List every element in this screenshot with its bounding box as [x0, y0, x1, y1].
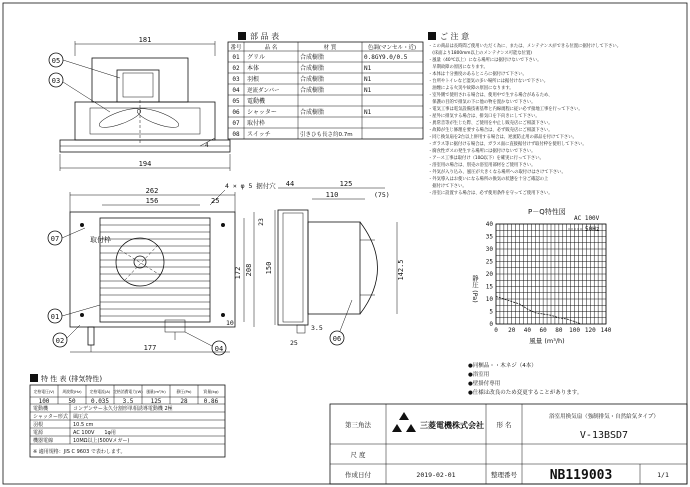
- page-number: 1/1: [657, 471, 669, 479]
- note-line: 油煙による火災や故障の原因になります。: [428, 86, 514, 91]
- note-line: ・台所やトイレなど湿気の多い場所には据付けないで下さい。: [428, 79, 549, 84]
- bullet-item: ●浴室用: [468, 372, 490, 378]
- spec-table-title: 特 性 表 (排気特性): [41, 375, 103, 383]
- svg-text:合成樹脂: 合成樹脂: [300, 87, 325, 94]
- note-line: ・故障が生じ修理を要する場合は、必ず販売店にご相談下さい。: [428, 128, 553, 133]
- note-line: ・外気導入はお使いになる場所の換気の状態を十分ご確認の上: [428, 177, 549, 182]
- chart-xtick-label: 60: [539, 327, 547, 334]
- callout-06-label: 06: [332, 335, 342, 343]
- spec-row-label: 機器電線: [33, 438, 54, 444]
- note-line: ・浴室用の場合は、別売の浴室用部材をご使用下さい。: [428, 163, 536, 168]
- svg-text:08: 08: [232, 131, 240, 138]
- svg-text:合成樹脂: 合成樹脂: [300, 76, 325, 83]
- svg-text:本体: 本体: [247, 65, 260, 72]
- spec-header: 質量(kg): [203, 389, 219, 394]
- chart-xlabel: 風量 (m³/h): [529, 337, 565, 345]
- dim-front-h2: 208: [245, 263, 253, 277]
- parts-table-title: 部 品 表: [250, 32, 280, 41]
- chart-title: P－Q特性図: [528, 208, 566, 216]
- chart-ytick-label: 0: [489, 321, 493, 328]
- table-row: [232, 119, 265, 127]
- spec-value: 50: [68, 398, 76, 405]
- dim-front-width: 262: [145, 187, 159, 195]
- dim-front-bottom: 177: [143, 344, 157, 352]
- spec-row-label: 羽根: [33, 422, 44, 428]
- parts-header-material: 材 質: [323, 45, 337, 51]
- svg-text:02: 02: [232, 65, 240, 72]
- note-line: ・同じ換気扇を2台以上併用する場合は、逆流防止用の部品を付けて下さい。: [428, 135, 577, 140]
- chart-xtick-label: 100: [569, 327, 580, 334]
- spec-row-value: 風圧式: [73, 414, 89, 420]
- spec-footer: ※ 適用規格：JIS C 9603 で表わします。: [33, 449, 126, 455]
- table-row: [232, 86, 371, 94]
- chart-ytick-label: 15: [485, 283, 493, 291]
- chart-grid: [496, 224, 606, 324]
- note-line: ・この商品は長時間ご使用いただく為に、または、メンテナンスができる位置に据付けして下さい。: [428, 44, 622, 49]
- note-line: ・室外側で使用される場合は、使用中で生する場合があるため、: [428, 93, 553, 98]
- product-name-label: 形 名: [496, 421, 512, 429]
- dim-side-125: 125: [339, 180, 353, 188]
- bullet-item: ●仕様は改良のため変更することがあります。: [468, 390, 583, 396]
- notes-section: [428, 31, 621, 196]
- table-row: [232, 75, 371, 83]
- note-line: ・アース工事は取付け（10Ω以下）を確実に行って下さい。: [428, 156, 544, 161]
- callout-05-label: 05: [51, 57, 61, 65]
- chart-ytick-label: 20: [485, 271, 493, 278]
- chart-ytick-label: 5: [489, 308, 493, 316]
- spec-header: 周波数(Hz): [62, 389, 82, 394]
- dim-front-right-small: 10: [226, 319, 234, 327]
- spec-row-value: 10.5 cm: [73, 422, 94, 428]
- svg-text:羽根: 羽根: [247, 76, 260, 83]
- note-line: ・屋外に排気する場合は、排気口を下向きにして下さい。: [428, 114, 540, 119]
- spec-value: 3.5: [122, 398, 134, 405]
- note-line: 保護の目的で排気の下に他の物を置かないで下さい。: [428, 100, 536, 105]
- note-line: (床面より1800mm以上のメンテナンス可能な位置): [428, 51, 532, 56]
- side-view: [257, 180, 405, 347]
- table-row: [232, 108, 371, 116]
- note-line: ・異常音等が生じた際、ご使用を中止し販売店にご相談下さい。: [428, 121, 553, 126]
- dim-top-small: 4: [205, 142, 209, 149]
- svg-text:シャッター: シャッター: [247, 109, 277, 116]
- dim-side-44: 44: [285, 180, 295, 188]
- chart-ytick-label: 10: [485, 296, 493, 303]
- bullet-item: ●壁掛付専用: [468, 381, 501, 387]
- dim-top-width: 181: [138, 36, 152, 44]
- svg-text:N1: N1: [364, 76, 372, 83]
- callout-03-label: 03: [51, 77, 61, 85]
- callout-01-label: 01: [50, 313, 60, 321]
- projection-label: 第三角法: [345, 421, 371, 429]
- parts-header-name: 品 名: [264, 45, 278, 51]
- front-view: [48, 181, 276, 355]
- svg-text:スイッチ: スイッチ: [247, 131, 271, 138]
- doc-no-label: 整理番号: [491, 471, 517, 479]
- spec-value: 0.86: [203, 398, 219, 405]
- spec-row-value: AC 100V 1φ用: [73, 430, 116, 436]
- info-bullets: [468, 361, 582, 396]
- svg-text:取付枠: 取付枠: [247, 120, 266, 127]
- chart-ytick-label: 25: [485, 258, 493, 266]
- note-line: 据付けて下さい。: [428, 184, 467, 189]
- chart-legend-voltage: AC 100V: [574, 215, 600, 222]
- dim-side-142: 142.5: [397, 259, 405, 281]
- spec-value: 28: [180, 398, 188, 405]
- dim-side-35: 3.5: [311, 324, 323, 332]
- note-line: ・腐食性ガスの発生する場所には据付けないで下さい。: [428, 149, 536, 154]
- notes-list: [428, 42, 621, 196]
- chart-xtick-label: 80: [555, 327, 563, 334]
- dim-front-hole: 4 × φ 5 据付穴: [225, 182, 276, 190]
- svg-text:N1: N1: [364, 65, 372, 72]
- table-row: [232, 97, 266, 105]
- spec-header: 定格消費電力(W): [113, 389, 143, 394]
- svg-text:0.8GY9.0/0.5: 0.8GY9.0/0.5: [364, 54, 408, 61]
- chart-series-50hz: [496, 297, 581, 325]
- note-line: 早期故障の原因になります。: [428, 65, 488, 70]
- note-line: ・浴室に設置する場合は、必ず使用条件を守ってご使用下さい。: [428, 191, 553, 196]
- spec-row-value: コンデンサー永久分割形単相誘導電動機 2極: [73, 406, 173, 412]
- chart-xtick-label: 120: [584, 327, 596, 334]
- callout-04-label: 04: [214, 345, 224, 353]
- svg-text:合成樹脂: 合成樹脂: [300, 109, 325, 116]
- pq-chart: [471, 207, 612, 345]
- spec-row-label: 電源: [33, 430, 44, 436]
- chart-xtick-label: 20: [508, 327, 516, 334]
- svg-text:01: 01: [232, 54, 240, 61]
- company-logo-icon: [392, 412, 416, 432]
- dim-side-110: 110: [325, 191, 339, 199]
- note-line: ・風量（40℃以上）になる場所には据付けないで下さい。: [428, 58, 542, 63]
- parts-table: [228, 31, 423, 139]
- chart-xtick-label: 40: [523, 327, 532, 334]
- chart-yticks: [486, 221, 494, 328]
- dim-front-left: 25: [211, 197, 220, 205]
- doc-number: NB119003: [549, 468, 613, 483]
- product-description: 浴室用換気扇（強制排気・自然給気タイプ）: [549, 414, 659, 420]
- dim-side-25: 25: [290, 339, 298, 347]
- svg-text:グリル: グリル: [247, 54, 266, 61]
- spec-header: 風量(m³/h): [146, 389, 166, 394]
- chart-ylabel: 静圧 (Pa): [471, 275, 479, 303]
- spec-value: 125: [150, 398, 162, 405]
- chart-xtick-label: 0: [494, 327, 498, 334]
- grille-slats: [100, 225, 210, 316]
- model-number: V-13BSD7: [579, 430, 629, 441]
- chart-ytick-label: 30: [485, 246, 493, 253]
- notes-title: ご 注 意: [440, 32, 470, 41]
- title-block: [330, 404, 687, 484]
- date-value: 2019-02-01: [416, 471, 456, 479]
- svg-text:N1: N1: [364, 87, 372, 94]
- spec-value: 0.035: [90, 398, 110, 405]
- svg-text:04: 04: [232, 87, 240, 94]
- dim-top-bottom-width: 194: [138, 160, 152, 168]
- svg-text:06: 06: [232, 109, 240, 116]
- svg-text:逆流ダンパー: 逆流ダンパー: [247, 88, 280, 94]
- top-view: [49, 36, 230, 171]
- dim-front-inner: 156: [145, 197, 159, 205]
- svg-text:合成樹脂: 合成樹脂: [300, 54, 325, 61]
- spec-table: [30, 374, 225, 457]
- chart-xticks: [494, 327, 612, 334]
- svg-text:05: 05: [232, 98, 240, 105]
- table-row: [232, 130, 352, 138]
- callout-07-label: 07: [50, 235, 60, 243]
- note-line: ・電気工事は電気設備技術基準と内線規程に従い必ず接地工事を行って下さい。: [428, 107, 583, 112]
- svg-text:引きひも長さ約0.7m: 引きひも長さ約0.7m: [300, 132, 353, 138]
- table-row: [232, 64, 371, 72]
- spec-row-label: 電動機: [33, 406, 49, 412]
- chart-ytick-label: 40: [485, 221, 493, 228]
- dim-side-150: 150: [265, 261, 273, 275]
- parts-header-no: 番号: [230, 45, 242, 51]
- chart-xtick-label: 140: [600, 327, 612, 334]
- svg-text:07: 07: [232, 120, 240, 127]
- chart-ytick-label: 35: [485, 233, 493, 241]
- company-name: 三菱電機株式会社: [420, 421, 484, 430]
- callout-02-label: 02: [55, 337, 65, 345]
- svg-text:N1: N1: [364, 109, 372, 116]
- dim-front-h1: 172: [234, 266, 242, 280]
- spec-header: 静圧(Pa): [176, 389, 192, 394]
- svg-text:03: 03: [232, 76, 240, 83]
- spec-row-label: シャッター形式: [33, 414, 68, 420]
- note-line: ・ガラス等に据付ける場合は、ガラス面に直接据付けず取付枠を使用して下さい。: [428, 142, 587, 147]
- parts-header-color: 色調(マンセル・近): [367, 45, 417, 51]
- spec-row-value: 10MΩ以上(500Vメガー): [73, 438, 130, 444]
- spec-value: 100: [38, 398, 50, 405]
- chart-legend-50hz: 50Hz: [585, 226, 600, 233]
- bullet-item: ●同梱品・・木ネジ（4本）: [468, 363, 537, 369]
- svg-text:合成樹脂: 合成樹脂: [300, 65, 325, 72]
- dim-side-23: 23: [257, 218, 265, 226]
- note-line: ・外気が入り込み、風圧が大きくなる場所への取付けはさけて下さい。: [428, 170, 566, 175]
- date-label: 作成日付: [345, 471, 371, 479]
- svg-text:電動機: 電動機: [247, 98, 266, 105]
- spec-header: 定格電圧(V): [33, 389, 55, 394]
- note-line: ・本体は十分強度のあるところに据付けて下さい。: [428, 72, 527, 77]
- front-frame-label: 取付枠: [90, 236, 111, 244]
- table-row: [232, 53, 407, 61]
- scale-label: 尺 度: [350, 451, 366, 459]
- spec-header: 定格電流(A): [89, 389, 111, 394]
- dim-side-75: (75): [374, 191, 390, 199]
